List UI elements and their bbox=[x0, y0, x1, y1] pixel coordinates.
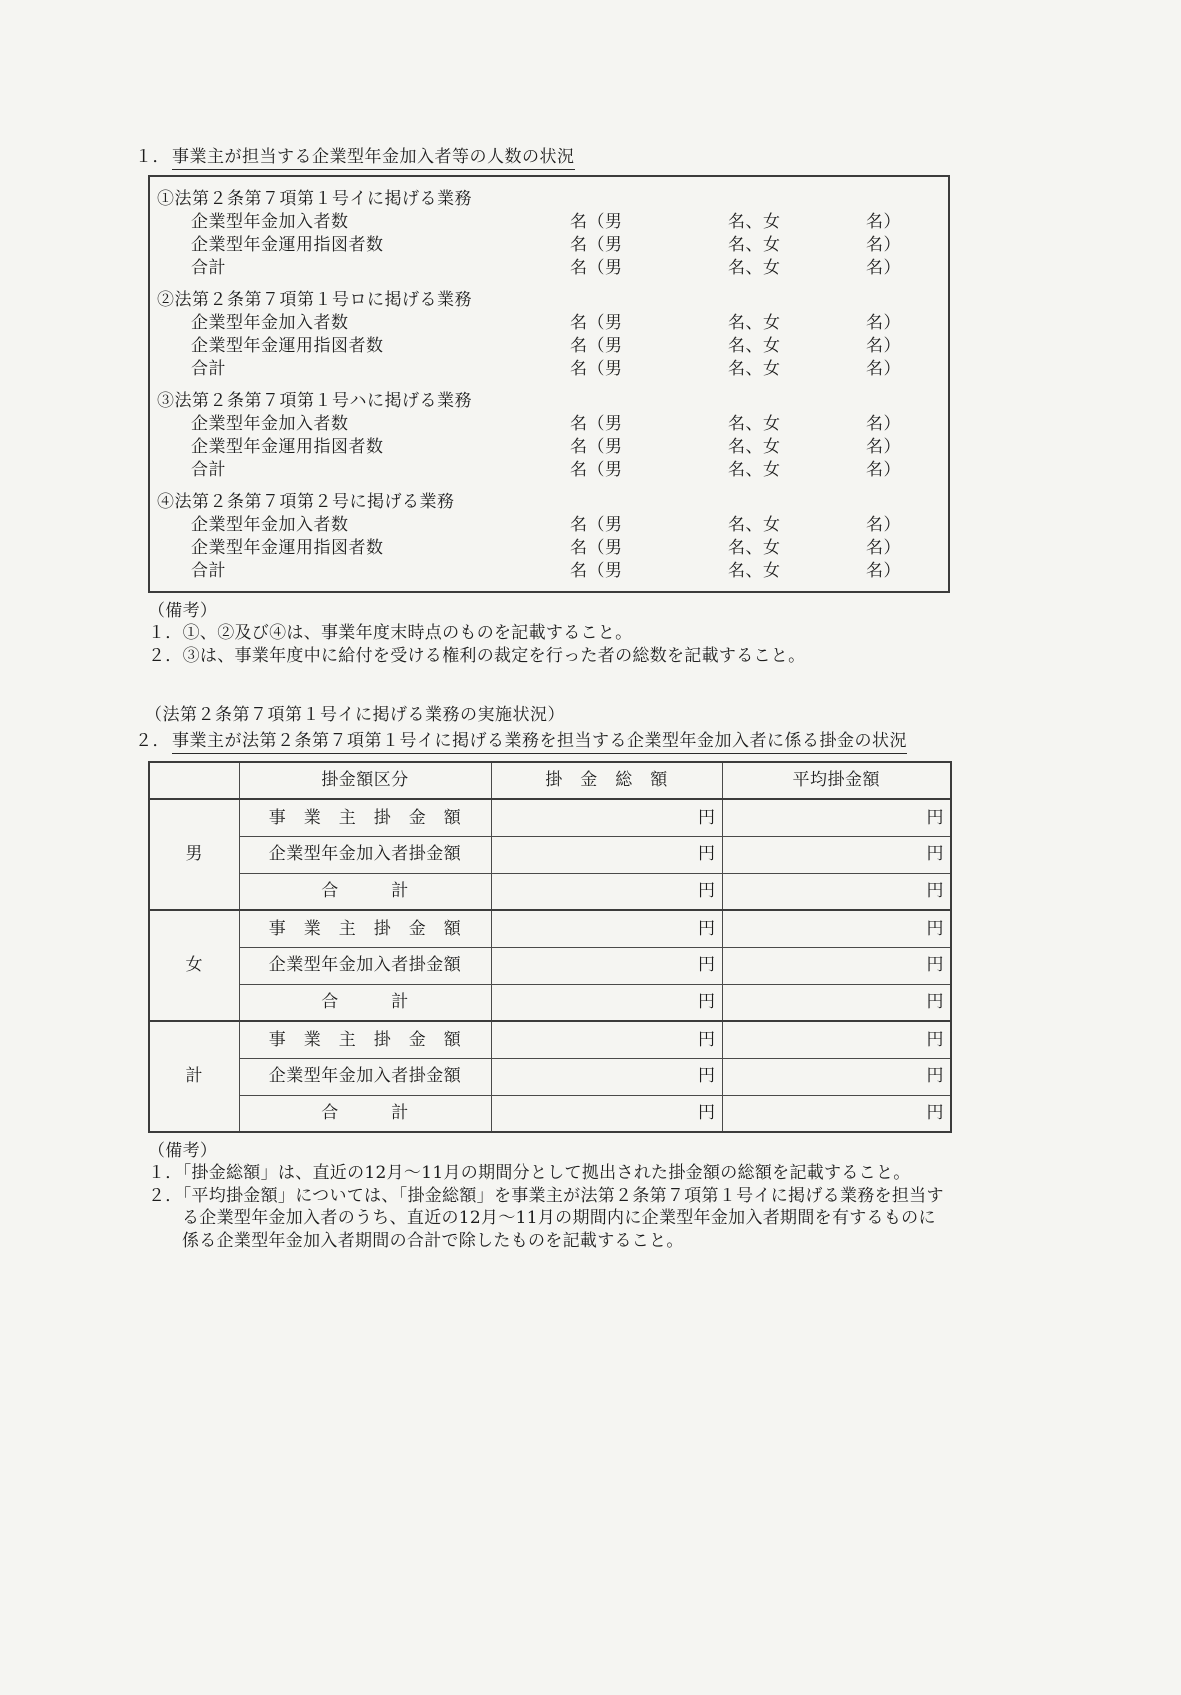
section2-pretitle: （法第２条第７項第１号イに掲げる業務の実施状況） bbox=[145, 705, 565, 726]
female-count-label: 名、女 bbox=[728, 235, 781, 256]
participants-box bbox=[148, 175, 950, 593]
section2-title bbox=[135, 730, 953, 754]
count-row bbox=[157, 514, 942, 537]
section2-title-text: 事業主が法第２条第７項第１号イに掲げる業務を担当する企業型年金加入者に係る掛金の状況 bbox=[172, 730, 907, 754]
count-end-label: 名） bbox=[866, 460, 901, 481]
count-end-label: 名） bbox=[866, 336, 901, 357]
header-empty-cell bbox=[149, 762, 239, 799]
average-amount-cell: 円 bbox=[722, 984, 951, 1021]
section1-title bbox=[135, 146, 953, 170]
section2-remarks bbox=[148, 1140, 948, 1252]
gender-cell-total: 計 bbox=[149, 1021, 239, 1132]
category-cell: 合 計 bbox=[239, 1095, 491, 1132]
row-label: 企業型年金加入者数 bbox=[191, 515, 349, 536]
section1-number: １． bbox=[135, 147, 170, 167]
participant-group-3 bbox=[157, 390, 942, 482]
row-label: 合計 bbox=[191, 561, 226, 582]
total-amount-cell: 円 bbox=[491, 873, 722, 910]
table-row bbox=[149, 984, 951, 1021]
average-amount-cell: 円 bbox=[722, 1095, 951, 1132]
remarks-item-2: ２．③は、事業年度中に給付を受ける権利の裁定を行った者の総数を記載すること。 bbox=[148, 645, 806, 666]
male-count-label: 名（男 bbox=[570, 258, 623, 279]
participant-group-2 bbox=[157, 289, 942, 381]
female-count-label: 名、女 bbox=[728, 414, 781, 435]
male-count-label: 名（男 bbox=[570, 538, 623, 559]
count-row bbox=[157, 436, 942, 459]
category-cell: 企業型年金加入者掛金額 bbox=[239, 1058, 491, 1095]
female-count-label: 名、女 bbox=[728, 561, 781, 582]
count-row bbox=[157, 537, 942, 560]
total-amount-cell: 円 bbox=[491, 799, 722, 836]
table-row bbox=[149, 836, 951, 873]
count-row bbox=[157, 312, 942, 335]
row-label: 企業型年金加入者数 bbox=[191, 414, 349, 435]
table-row bbox=[149, 1058, 951, 1095]
female-count-label: 名、女 bbox=[728, 212, 781, 233]
average-amount-cell: 円 bbox=[722, 1058, 951, 1095]
total-amount-cell: 円 bbox=[491, 910, 722, 947]
count-end-label: 名） bbox=[866, 515, 901, 536]
count-row bbox=[157, 560, 942, 583]
total-amount-cell: 円 bbox=[491, 836, 722, 873]
male-count-label: 名（男 bbox=[570, 414, 623, 435]
total-amount-cell: 円 bbox=[491, 1021, 722, 1058]
category-cell: 事 業 主 掛 金 額 bbox=[239, 799, 491, 836]
average-amount-cell: 円 bbox=[722, 799, 951, 836]
average-amount-cell: 円 bbox=[722, 873, 951, 910]
total-amount-cell: 円 bbox=[491, 1058, 722, 1095]
row-label: 企業型年金運用指図者数 bbox=[191, 437, 384, 458]
row-label: 合計 bbox=[191, 258, 226, 279]
remarks-item-2: ２．「平均掛金額」については、「掛金総額」を事業主が法第２条第７項第１号イに掲げる業務を担当する企業型年金加入者のうち、直近の12月～11月の期間内に企業型年金加入者期間を有するものに係る企業型年金加入者期間の合計で除したものを記載すること。 bbox=[148, 1185, 944, 1251]
male-count-label: 名（男 bbox=[570, 313, 623, 334]
category-cell: 企業型年金加入者掛金額 bbox=[239, 947, 491, 984]
row-label: 企業型年金加入者数 bbox=[191, 212, 349, 233]
gender-cell-female: 女 bbox=[149, 910, 239, 1021]
total-amount-cell: 円 bbox=[491, 1095, 722, 1132]
count-row bbox=[157, 459, 942, 482]
table-row bbox=[149, 1095, 951, 1132]
category-cell: 事 業 主 掛 金 額 bbox=[239, 910, 491, 947]
female-count-label: 名、女 bbox=[728, 538, 781, 559]
row-label: 企業型年金運用指図者数 bbox=[191, 235, 384, 256]
table-row bbox=[149, 799, 951, 836]
group2-heading: ②法第２条第７項第１号ロに掲げる業務 bbox=[157, 290, 472, 311]
group3-heading: ③法第２条第７項第１号ハに掲げる業務 bbox=[157, 391, 472, 412]
female-count-label: 名、女 bbox=[728, 359, 781, 380]
count-row bbox=[157, 234, 942, 257]
section1-title-text: 事業主が担当する企業型年金加入者等の人数の状況 bbox=[172, 146, 575, 170]
category-cell: 企業型年金加入者掛金額 bbox=[239, 836, 491, 873]
section2-number: ２． bbox=[135, 730, 170, 751]
male-count-label: 名（男 bbox=[570, 460, 623, 481]
male-count-label: 名（男 bbox=[570, 561, 623, 582]
table-header-row bbox=[149, 762, 951, 799]
table-row bbox=[149, 1021, 951, 1058]
average-amount-cell: 円 bbox=[722, 836, 951, 873]
female-count-label: 名、女 bbox=[728, 336, 781, 357]
category-cell: 事 業 主 掛 金 額 bbox=[239, 1021, 491, 1058]
count-row bbox=[157, 335, 942, 358]
male-count-label: 名（男 bbox=[570, 212, 623, 233]
count-end-label: 名） bbox=[866, 414, 901, 435]
count-end-label: 名） bbox=[866, 538, 901, 559]
count-row bbox=[157, 413, 942, 436]
table-row bbox=[149, 873, 951, 910]
count-end-label: 名） bbox=[866, 258, 901, 279]
female-count-label: 名、女 bbox=[728, 515, 781, 536]
remarks-item-1: １．①、②及び④は、事業年度末時点のものを記載すること。 bbox=[148, 623, 633, 644]
count-end-label: 名） bbox=[866, 235, 901, 256]
female-count-label: 名、女 bbox=[728, 460, 781, 481]
male-count-label: 名（男 bbox=[570, 336, 623, 357]
male-count-label: 名（男 bbox=[570, 359, 623, 380]
document-content bbox=[135, 146, 953, 1252]
count-row bbox=[157, 257, 942, 280]
group1-heading: ①法第２条第７項第１号イに掲げる業務 bbox=[157, 189, 472, 210]
total-amount-cell: 円 bbox=[491, 984, 722, 1021]
female-count-label: 名、女 bbox=[728, 313, 781, 334]
remarks-label: （備考） bbox=[148, 1141, 218, 1162]
header-category: 掛金額区分 bbox=[239, 762, 491, 799]
category-cell: 合 計 bbox=[239, 984, 491, 1021]
female-count-label: 名、女 bbox=[728, 258, 781, 279]
participant-group-1 bbox=[157, 188, 942, 280]
row-label: 企業型年金運用指図者数 bbox=[191, 336, 384, 357]
average-amount-cell: 円 bbox=[722, 910, 951, 947]
contributions-table bbox=[148, 761, 952, 1133]
remarks-item-1: １．「掛金総額」は、直近の12月～11月の期間分として拠出された掛金額の総額を記載すること。 bbox=[148, 1163, 911, 1184]
count-end-label: 名） bbox=[866, 212, 901, 233]
count-row bbox=[157, 211, 942, 234]
gender-cell-male: 男 bbox=[149, 799, 239, 910]
row-label: 合計 bbox=[191, 359, 226, 380]
count-end-label: 名） bbox=[866, 313, 901, 334]
count-end-label: 名） bbox=[866, 359, 901, 380]
row-label: 合計 bbox=[191, 460, 226, 481]
count-end-label: 名） bbox=[866, 437, 901, 458]
table-row bbox=[149, 947, 951, 984]
count-row bbox=[157, 358, 942, 381]
table-row bbox=[149, 910, 951, 947]
male-count-label: 名（男 bbox=[570, 437, 623, 458]
female-count-label: 名、女 bbox=[728, 437, 781, 458]
section1-remarks bbox=[148, 600, 948, 667]
participant-group-4 bbox=[157, 491, 942, 583]
row-label: 企業型年金運用指図者数 bbox=[191, 538, 384, 559]
male-count-label: 名（男 bbox=[570, 515, 623, 536]
remarks-label: （備考） bbox=[148, 601, 218, 622]
header-average: 平均掛金額 bbox=[722, 762, 951, 799]
total-amount-cell: 円 bbox=[491, 947, 722, 984]
average-amount-cell: 円 bbox=[722, 1021, 951, 1058]
average-amount-cell: 円 bbox=[722, 947, 951, 984]
count-end-label: 名） bbox=[866, 561, 901, 582]
row-label: 企業型年金加入者数 bbox=[191, 313, 349, 334]
group4-heading: ④法第２条第７項第２号に掲げる業務 bbox=[157, 492, 455, 513]
male-count-label: 名（男 bbox=[570, 235, 623, 256]
category-cell: 合 計 bbox=[239, 873, 491, 910]
header-total: 掛 金 総 額 bbox=[491, 762, 722, 799]
